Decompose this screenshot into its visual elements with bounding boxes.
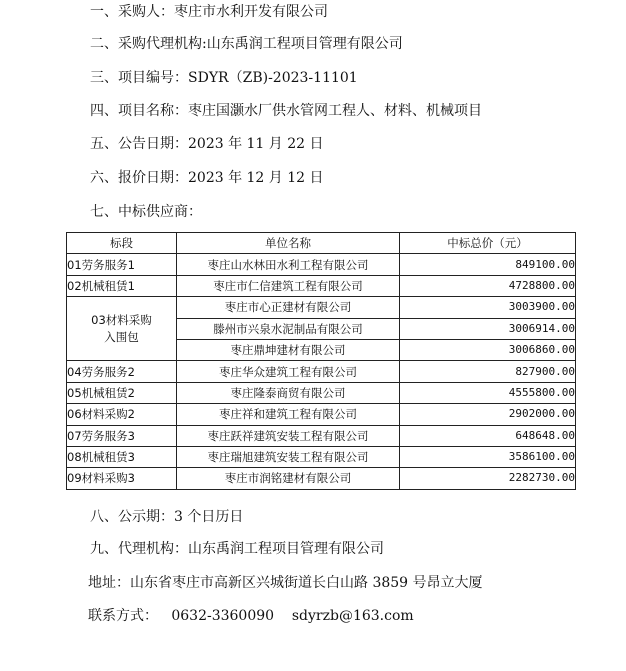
price-cell: 648648.00 xyxy=(400,425,576,446)
header-unit-name: 单位名称 xyxy=(177,233,400,254)
price-cell: 2282730.00 xyxy=(400,468,576,489)
table-row xyxy=(67,468,576,489)
unit-cell: 滕州市兴泉水泥制品有限公司 xyxy=(177,318,400,339)
table-row xyxy=(67,404,576,425)
unit-cell: 枣庄隆泰商贸有限公司 xyxy=(177,382,400,403)
price-cell: 4728800.00 xyxy=(400,275,576,296)
unit-cell: 枣庄华众建筑工程有限公司 xyxy=(177,361,400,382)
segment-cell: 08机械租赁3 xyxy=(67,446,177,467)
segment-cell: 09材料采购3 xyxy=(67,468,177,489)
unit-cell: 枣庄市心正建材有限公司 xyxy=(177,297,400,318)
announce-date-line: 五、公告日期：2023 年 11 月 22 日 xyxy=(90,136,324,152)
segment-cell: 01劳务服务1 xyxy=(67,254,177,275)
price-cell: 3586100.00 xyxy=(400,446,576,467)
price-cell: 3006860.00 xyxy=(400,339,576,360)
price-cell: 3003900.00 xyxy=(400,297,576,318)
contact-line: 联系方式： 0632-3360090 sdyrzb@163.com xyxy=(88,608,414,624)
agency-line: 九、代理机构：山东禹润工程项目管理有限公司 xyxy=(90,541,384,557)
unit-cell: 枣庄市仁信建筑工程有限公司 xyxy=(177,275,400,296)
segment-cell: 02机械租赁1 xyxy=(67,275,177,296)
price-cell: 4555800.00 xyxy=(400,382,576,403)
agent-line: 二、采购代理机构:山东禹润工程项目管理有限公司 xyxy=(90,36,403,52)
table-row xyxy=(67,425,576,446)
segment-cell-text: 03材料采购入围包 xyxy=(91,312,152,344)
price-cell: 2902000.00 xyxy=(400,404,576,425)
header-segment: 标段 xyxy=(67,233,177,254)
table-row xyxy=(67,361,576,382)
project-number-line: 三、项目编号：SDYR（ZB)-2023-11101 xyxy=(90,70,358,86)
table-row xyxy=(67,446,576,467)
publicity-period-line: 八、公示期：3 个日历日 xyxy=(90,509,244,525)
price-cell: 3006914.00 xyxy=(400,318,576,339)
segment-cell-merged xyxy=(67,297,177,361)
price-cell: 849100.00 xyxy=(400,254,576,275)
segment-cell: 04劳务服务2 xyxy=(67,361,177,382)
price-cell: 827900.00 xyxy=(400,361,576,382)
segment-cell: 05机械租赁2 xyxy=(67,382,177,403)
project-name-line: 四、项目名称：枣庄国灏水厂供水管网工程人、材料、机械项目 xyxy=(90,103,482,119)
award-table xyxy=(66,232,576,490)
table-row xyxy=(67,382,576,403)
unit-cell: 枣庄山水林田水利工程有限公司 xyxy=(177,254,400,275)
unit-cell: 枣庄鼎坤建材有限公司 xyxy=(177,339,400,360)
table-header-row xyxy=(67,233,576,254)
table-row xyxy=(67,254,576,275)
quote-date-line: 六、报价日期：2023 年 12 月 12 日 xyxy=(90,170,324,186)
buyer-line: 一、采购人：枣庄市水利开发有限公司 xyxy=(90,4,328,20)
unit-cell: 枣庄市润铭建材有限公司 xyxy=(177,468,400,489)
winners-heading: 七、中标供应商： xyxy=(90,204,202,220)
unit-cell: 枣庄瑞旭建筑安装工程有限公司 xyxy=(177,446,400,467)
segment-cell: 07劳务服务3 xyxy=(67,425,177,446)
table-row xyxy=(67,297,576,318)
header-total-price: 中标总价（元） xyxy=(400,233,576,254)
unit-cell: 枣庄祥和建筑工程有限公司 xyxy=(177,404,400,425)
unit-cell: 枣庄跃祥建筑安装工程有限公司 xyxy=(177,425,400,446)
segment-cell: 06材料采购2 xyxy=(67,404,177,425)
address-line: 地址：山东省枣庄市高新区兴城街道长白山路 3859 号昂立大厦 xyxy=(88,575,483,591)
table-row xyxy=(67,275,576,296)
